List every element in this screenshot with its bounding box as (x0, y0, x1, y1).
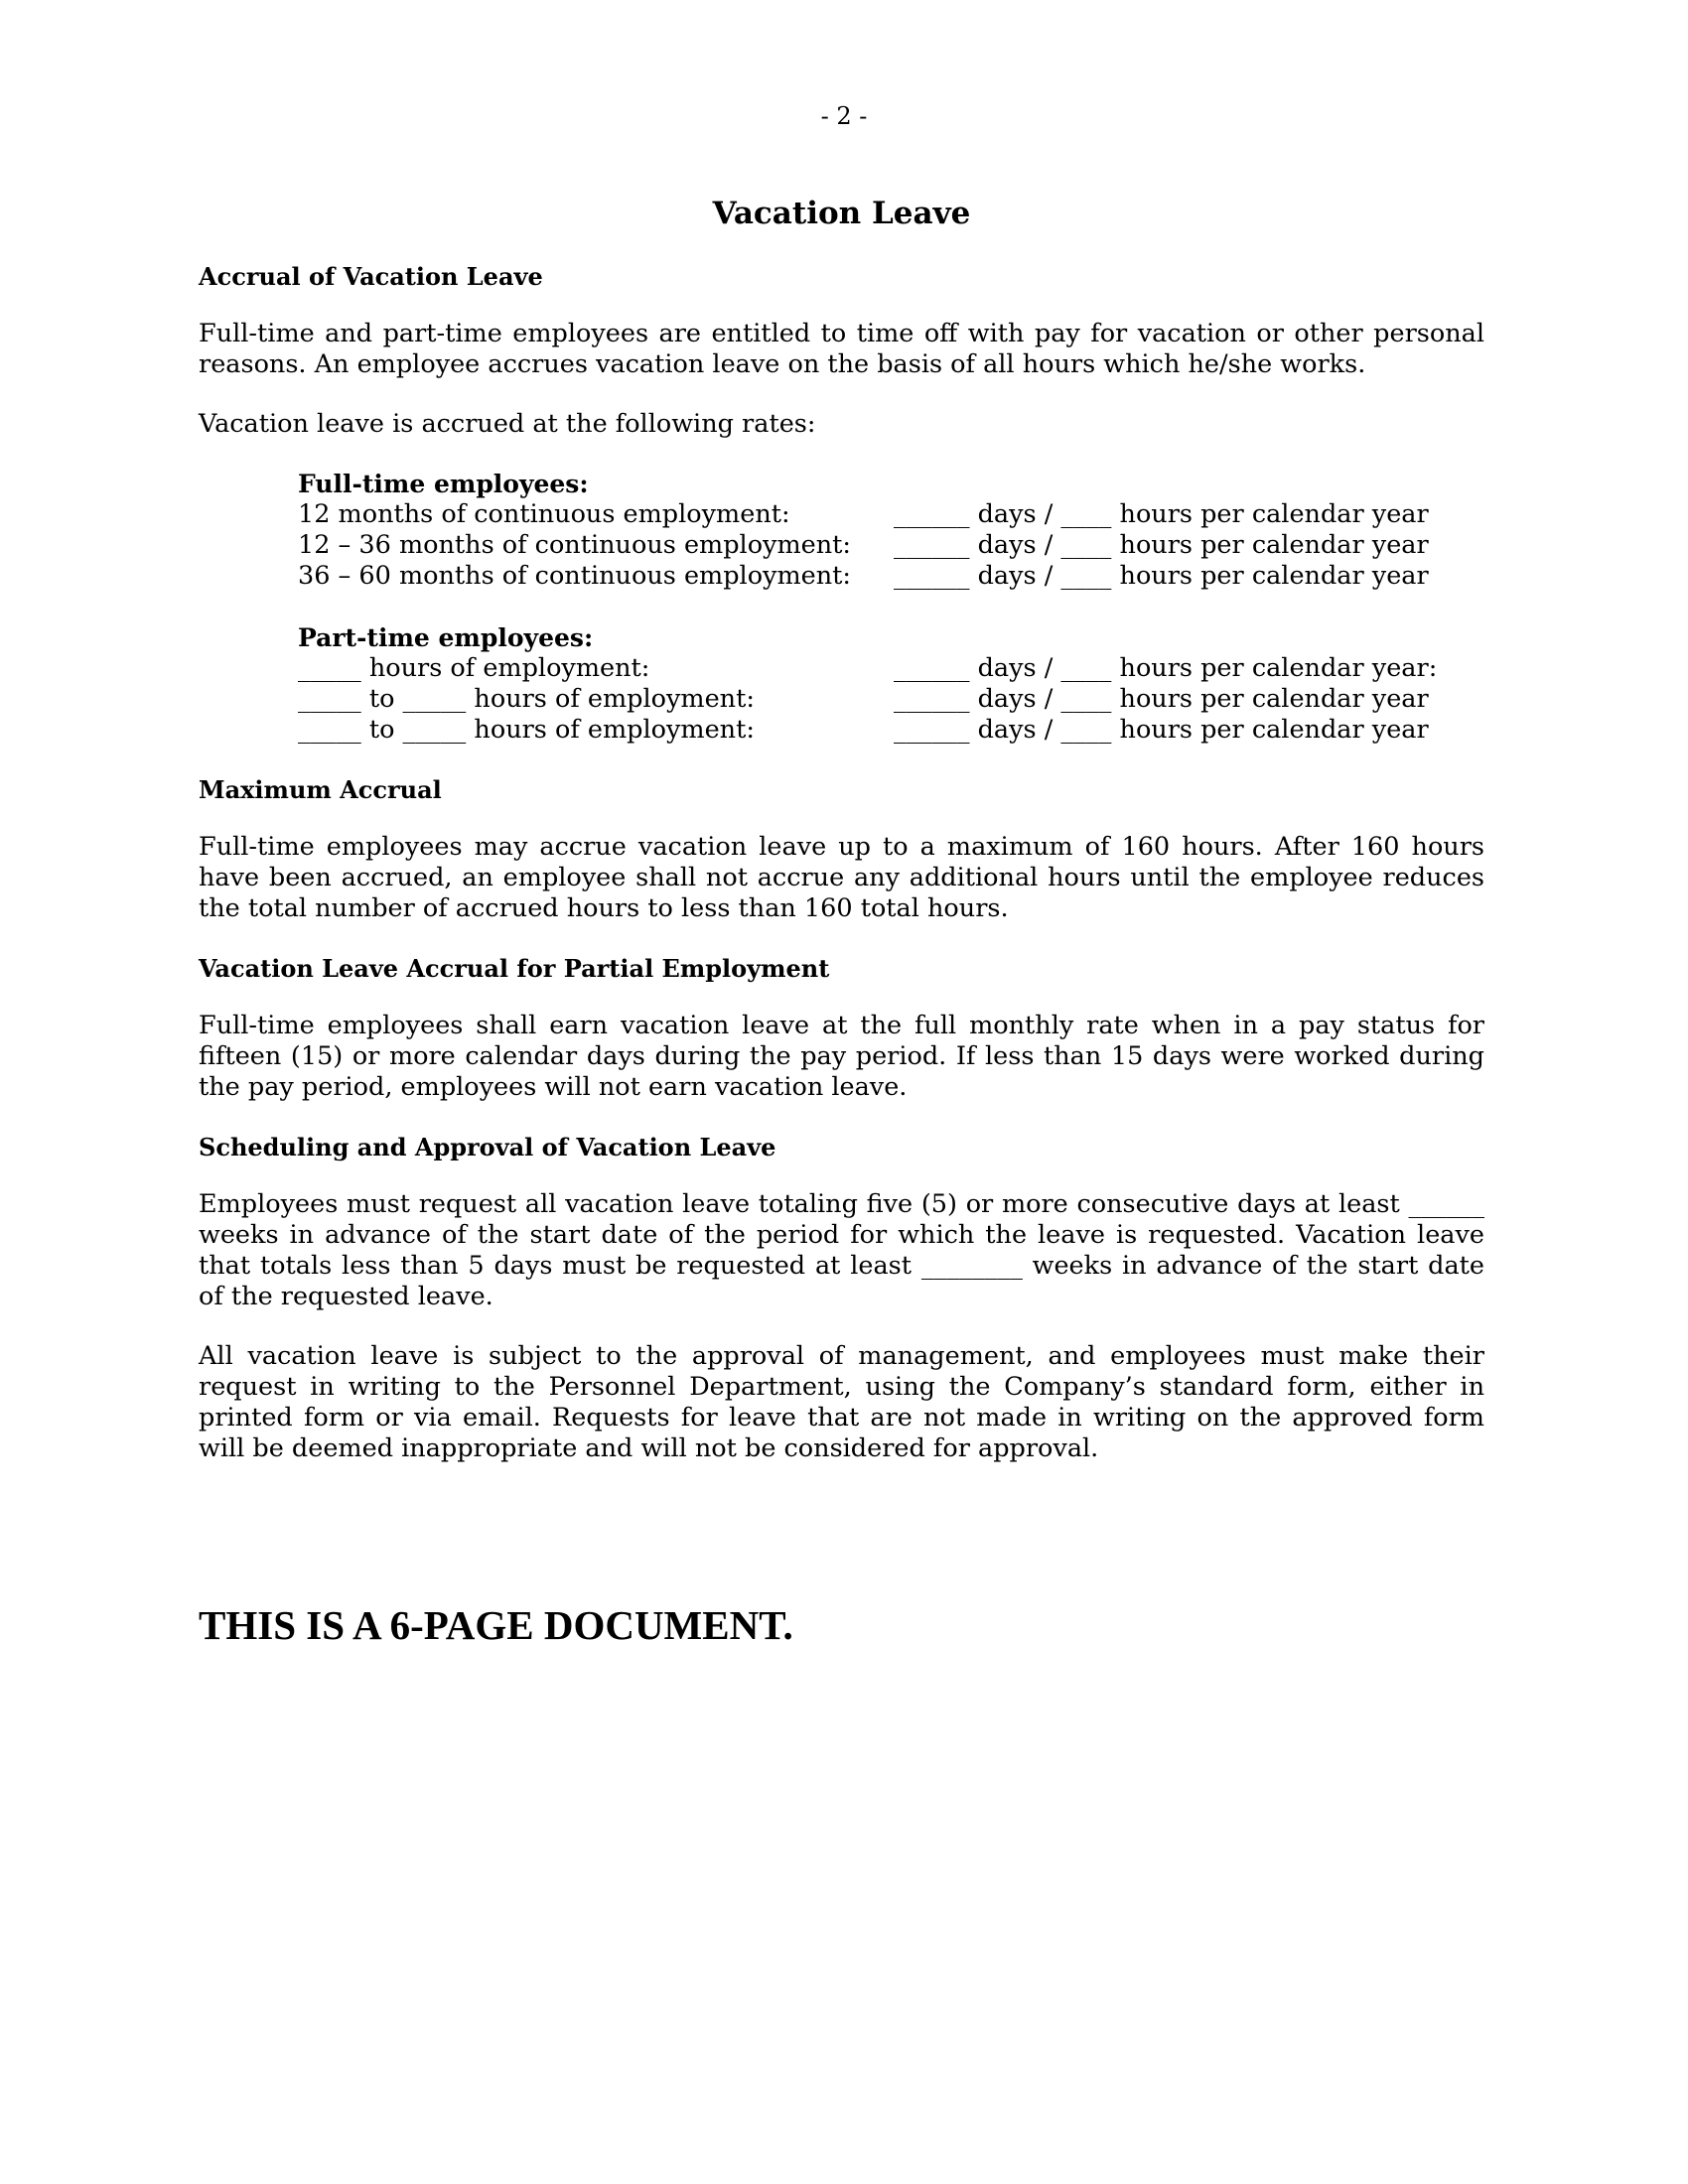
rate-condition: _____ to _____ hours of employment: (298, 684, 755, 714)
rate-amount: ______ days / ____ hours per calendar year: (894, 653, 1438, 683)
rate-condition: _____ to _____ hours of employment: (298, 715, 755, 745)
rate-condition: _____ hours of employment: (298, 653, 650, 683)
rate-row (298, 530, 1484, 561)
approval-paragraph: All vacation leave is subject to the approval of management, and employees must make their request in writing to the Personnel Department, using the Company’s standard form, either in printed form or via email. Requests for leave that are not made in writing on the approved form will be deemed inappropriate and will not be considered for approval. (199, 1341, 1484, 1463)
rate-amount: ______ days / ____ hours per calendar year (894, 684, 1429, 714)
rate-row (298, 684, 1484, 715)
rate-row (298, 653, 1484, 684)
page-count-notice: THIS IS A 6-PAGE DOCUMENT. (199, 1602, 793, 1648)
rate-row (298, 715, 1484, 746)
accrual-paragraph: Full-time and part-time employees are entitled to time off with pay for vacation or other personal reasons. An employee accrues vacation leave on the basis of all hours which he/she works. (199, 319, 1484, 379)
scheduling-paragraph: Employees must request all vacation leave totaling five (5) or more consecutive days at least ______ weeks in advance of the start date of the period for which the leave is requested. Vacation leave that totals less than 5 days must be requested at least ________ weeks in advance of the start date of the requested leave. (199, 1189, 1484, 1311)
rate-condition: 12 – 36 months of continuous employment: (298, 530, 851, 560)
rate-amount: ______ days / ____ hours per calendar year (894, 715, 1429, 745)
rate-amount: ______ days / ____ hours per calendar year (894, 530, 1429, 560)
accrual-rates-table (298, 469, 1484, 746)
accrual-rates-intro: Vacation leave is accrued at the following rates: (199, 409, 816, 439)
part-time-label: Part-time employees: (298, 623, 594, 652)
maximum-accrual-heading: Maximum Accrual (199, 775, 442, 804)
full-time-label: Full-time employees: (298, 470, 589, 498)
rate-row (298, 561, 1484, 592)
rate-condition: 36 – 60 months of continuous employment: (298, 561, 851, 591)
partial-employment-heading: Vacation Leave Accrual for Partial Employment (199, 954, 830, 983)
rate-amount: ______ days / ____ hours per calendar year (894, 499, 1429, 529)
rate-amount: ______ days / ____ hours per calendar year (894, 561, 1429, 591)
full-time-group (298, 469, 1484, 592)
rate-row (298, 499, 1484, 530)
accrual-heading: Accrual of Vacation Leave (199, 262, 543, 291)
maximum-accrual-paragraph: Full-time employees may accrue vacation leave up to a maximum of 160 hours. After 160 hours have been accrued, an employee shall not accrue any additional hours until the employee reduces the total number of accrued hours to less than 160 total hours. (199, 832, 1484, 923)
partial-employment-paragraph: Full-time employees shall earn vacation leave at the full monthly rate when in a pay status for fifteen (15) or more calendar days during the pay period. If less than 15 days were worked during the pay period, employees will not earn vacation leave. (199, 1011, 1484, 1102)
part-time-group (298, 622, 1484, 746)
page-number: - 2 - (820, 102, 868, 130)
document-body (199, 194, 1484, 1493)
page-title: Vacation Leave (712, 196, 971, 231)
scheduling-heading: Scheduling and Approval of Vacation Leave (199, 1133, 776, 1161)
rate-condition: 12 months of continuous employment: (298, 499, 790, 529)
